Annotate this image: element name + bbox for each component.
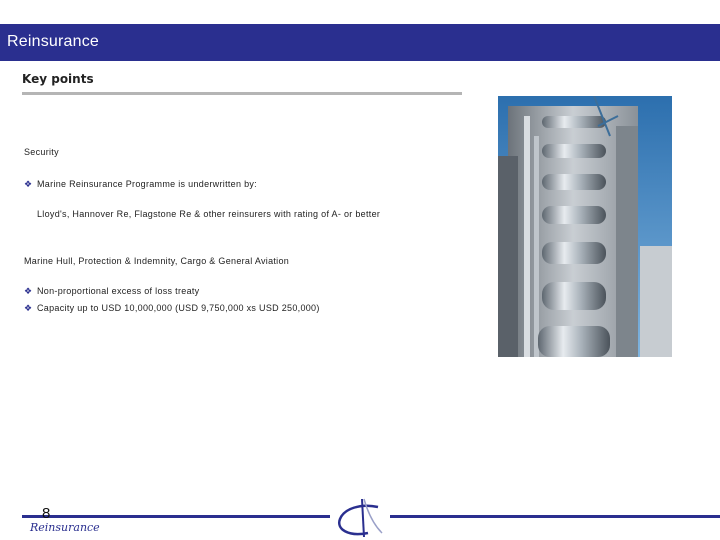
capacity-bullet-text: Capacity up to USD 10,000,000 (USD 9,750,000 xs USD 250,000) xyxy=(37,303,320,313)
bullet-icon: ❖ xyxy=(24,303,33,313)
security-bullet-text: Marine Reinsurance Programme is underwritten by: xyxy=(37,179,257,189)
building-photo xyxy=(498,96,672,357)
security-label: Security xyxy=(24,147,59,157)
slide-title: Reinsurance xyxy=(7,33,100,50)
section-heading: Key points xyxy=(22,72,94,86)
bullet-icon: ❖ xyxy=(24,179,33,189)
footer-rule xyxy=(390,515,720,518)
treaty-bullet-text: Non-proportional excess of loss treaty xyxy=(37,286,200,296)
footer-rule xyxy=(22,515,330,518)
title-bar xyxy=(0,26,720,61)
company-logo-icon xyxy=(334,497,386,539)
bullet-icon: ❖ xyxy=(24,286,33,296)
heading-rule xyxy=(22,92,462,95)
footer-label: Reinsurance xyxy=(30,521,100,534)
page-number: 8 xyxy=(42,505,51,522)
marine-label: Marine Hull, Protection & Indemnity, Cargo & General Aviation xyxy=(24,256,290,266)
reinsurers-text: Lloyd's, Hannover Re, Flagstone Re & other reinsurers with rating of A- or better xyxy=(37,209,381,219)
